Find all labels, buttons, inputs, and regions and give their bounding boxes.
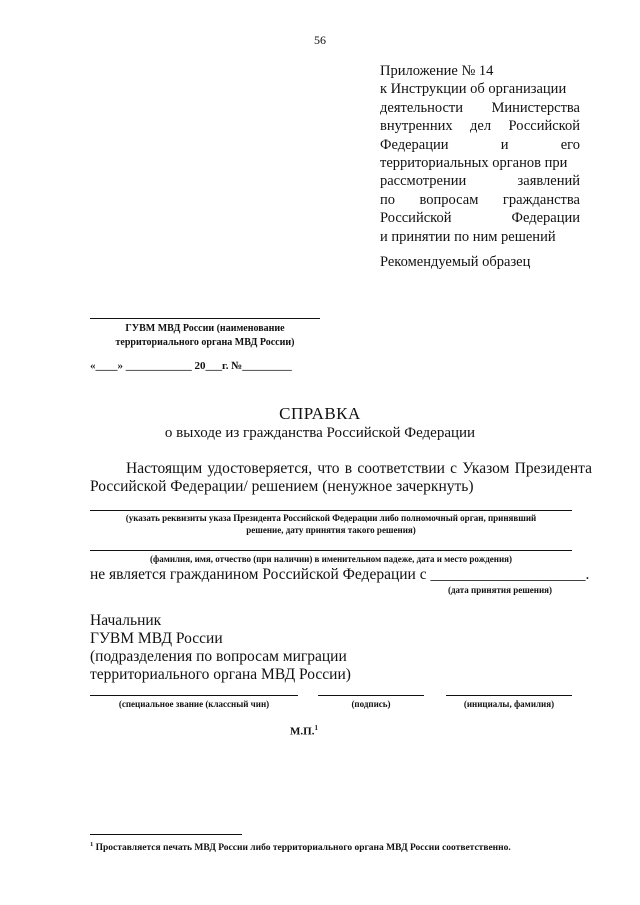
signature-caption: (подпись) (351, 699, 391, 709)
appendix-word: Министерства (491, 99, 580, 116)
not-citizen-statement (90, 566, 589, 584)
appendix-word: дел (470, 118, 492, 135)
date-number-line: «____» ____________ 20___г. №_________ (90, 360, 292, 372)
appendix-word: Российской (508, 118, 580, 135)
decree-caption (90, 512, 572, 536)
appendix-line (380, 228, 580, 246)
stamp-label: М.П. (290, 725, 315, 738)
body-word: удостоверяется, (207, 460, 313, 477)
appendix-line (380, 136, 580, 154)
body-word: Указом (462, 460, 510, 477)
name-caption: (инициалы, фамилия) (463, 699, 555, 709)
not-citizen-text: не является гражданином Российской Федерации с (90, 566, 427, 583)
decree-caption-line1: (указать реквизиты указа Президента Российской Федерации либо полномочный орган, принявший (125, 513, 537, 523)
appendix-word: к Инструкции об организации (380, 81, 567, 98)
appendix-reference (380, 62, 580, 246)
certificate-body-line1 (126, 460, 592, 478)
not-citizen-date-blank: ____________________. (430, 566, 590, 583)
appendix-line (380, 62, 580, 80)
appendix-word: деятельности (380, 99, 464, 116)
appendix-word: Федерации (380, 136, 449, 153)
person-caption: (фамилия, имя, отчество (при наличии) в именительном падеже, дата и место рождения) (149, 554, 513, 564)
appendix-word: Федерации (511, 210, 580, 227)
signatory-line2: ГУВМ МВД России (90, 630, 223, 647)
appendix-word: внутренних (380, 118, 453, 135)
appendix-line (380, 154, 580, 172)
appendix-line (380, 117, 580, 135)
name-fill-line (446, 695, 572, 696)
appendix-word: территориальных органов при (380, 155, 568, 172)
organization-label-line1: ГУВМ МВД России (наименование (125, 323, 285, 334)
appendix-word: гражданства (502, 191, 580, 208)
appendix-word: по (380, 191, 396, 208)
appendix-line (380, 209, 580, 227)
appendix-line (380, 191, 580, 209)
footnote-text: Проставляется печать МВД России либо территориального органа МВД России соответственно. (95, 843, 511, 854)
appendix-line (380, 99, 580, 117)
body-word: соответствии (357, 460, 445, 477)
certificate-body-line2: Российской Федерации/ решением (ненужное зачеркнуть) (90, 478, 474, 495)
appendix-word: и принятии по ним решений (380, 228, 556, 245)
document-title: СПРАВКА (279, 404, 361, 423)
page-number: 56 (314, 33, 326, 47)
signatory-line4: территориального органа МВД России) (90, 666, 351, 683)
organization-label (90, 322, 320, 350)
stamp-place (290, 724, 318, 738)
appendix-line (380, 172, 580, 190)
organization-rule (90, 318, 320, 319)
footnote (90, 841, 511, 853)
organization-label-line2: территориального органа МВД России) (115, 337, 295, 348)
signatory-line1: Начальник (90, 612, 162, 629)
rank-caption: (специальное звание (классный чин) (118, 699, 270, 709)
appendix-line (380, 80, 580, 98)
person-fill-line (90, 550, 572, 551)
decree-caption-line2: решение, дату принятия такого решения) (246, 525, 416, 535)
signatory-line3: (подразделения по вопросам миграции (90, 648, 347, 665)
body-word: Президента (514, 460, 592, 477)
appendix-word: Российской (380, 210, 452, 227)
body-word: в (344, 460, 353, 477)
rank-fill-line (90, 695, 298, 696)
body-word: что (317, 460, 340, 477)
appendix-word: вопросам (419, 191, 479, 208)
footnote-mark: 1 (90, 841, 94, 848)
appendix-word: Приложение № 14 (380, 63, 494, 79)
sample-label: Рекомендуемый образец (380, 254, 531, 270)
appendix-word: и (500, 136, 509, 153)
document-subtitle: о выходе из гражданства Российской Федерации (164, 425, 476, 441)
body-word: с (450, 460, 458, 477)
decree-fill-line (90, 510, 572, 511)
appendix-word: рассмотрении (380, 173, 467, 190)
appendix-word: его (560, 136, 580, 153)
appendix-word: заявлений (517, 173, 580, 190)
stamp-footnote-mark: 1 (314, 724, 318, 732)
decision-date-caption: (дата принятия решения) (447, 585, 553, 595)
signatory-title (90, 612, 351, 684)
signature-fill-line (318, 695, 424, 696)
body-word: Настоящим (126, 460, 203, 477)
footnote-separator (90, 834, 242, 835)
